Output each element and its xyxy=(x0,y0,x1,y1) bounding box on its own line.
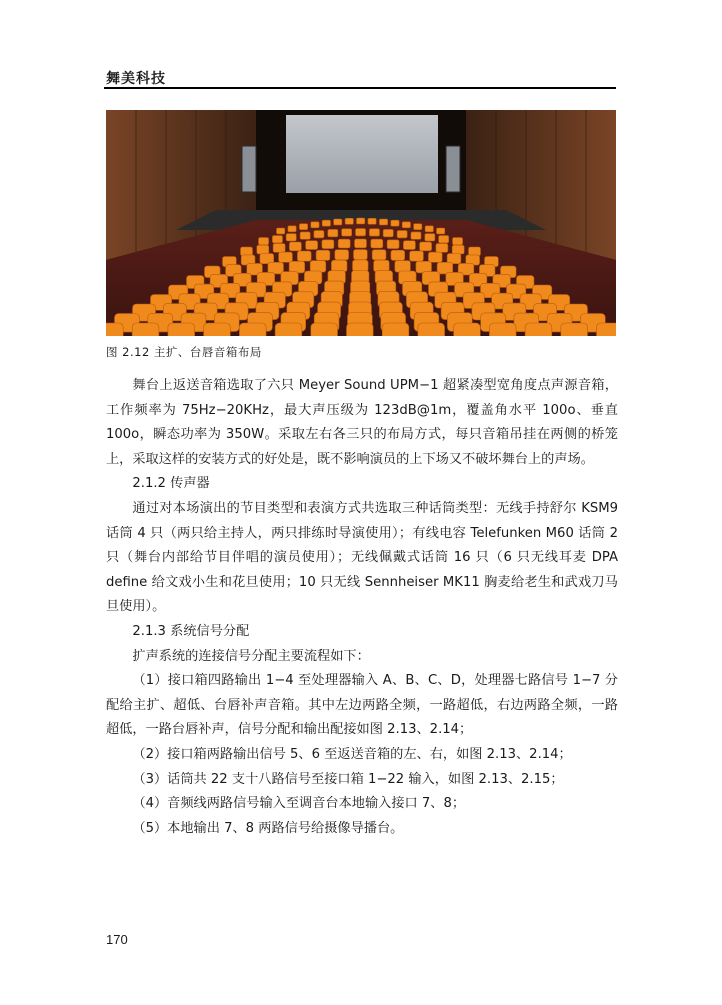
seat xyxy=(334,219,342,225)
seat xyxy=(379,219,387,225)
seat xyxy=(345,218,353,224)
seat xyxy=(289,261,305,273)
paragraph-microphones: 通过对本场演出的节目类型和表演方式共选取三种话筒类型：无线手持舒尔 KSM9 话筒 4 只（两只给主持人，两只排练时导演使用）；有线电容 Telefunken M60 话筒 2 只（舞台内部给节目伴唱的演员使用）；无线佩戴式话筒 16 只（6 只无线耳麦 DPA define 给文戏小生和花旦使用；10 只无线 Sennheiser MK11 胸麦给老生和武戏刀马旦使用）。 xyxy=(106,500,618,615)
seat xyxy=(299,224,307,230)
seat xyxy=(437,228,445,234)
seat xyxy=(420,242,432,251)
seat xyxy=(347,323,374,336)
seat xyxy=(356,229,366,236)
seat xyxy=(411,232,421,239)
left-speaker-array xyxy=(242,146,256,192)
seat xyxy=(391,250,405,260)
seat xyxy=(300,232,310,239)
seat xyxy=(322,240,334,249)
list-item-1: （1）接口箱四路输出 1−4 至处理器输入 A、B、C、D，处理器七路信号 1−7 分配给主扩、超低、台唇补声音箱。其中左边两路全频，一路超低，右边两路全频，一路超低，一路台唇补声，信号分配和输出配接如图 2.13、2.14； xyxy=(106,673,618,738)
seat xyxy=(397,231,407,238)
seat xyxy=(310,261,326,273)
seat xyxy=(279,252,293,262)
seat xyxy=(452,245,464,254)
seat xyxy=(259,238,269,245)
seat xyxy=(338,239,350,248)
seat xyxy=(273,244,285,253)
seat xyxy=(561,323,588,336)
seat xyxy=(374,260,390,272)
seat xyxy=(418,323,445,336)
seat xyxy=(328,229,338,236)
seat xyxy=(241,247,253,256)
running-header: 舞美科技 xyxy=(106,71,166,87)
seat xyxy=(403,241,415,250)
seat xyxy=(288,226,296,232)
seat xyxy=(425,226,433,232)
body-text xyxy=(106,374,618,841)
list-item-5: （5）本地输出 7、8 两路信号给摄像导播台。 xyxy=(132,820,404,836)
seat xyxy=(416,261,432,273)
seat xyxy=(275,323,302,336)
seat xyxy=(489,323,516,336)
seat xyxy=(597,323,617,336)
seat xyxy=(286,234,296,241)
seat xyxy=(314,231,324,238)
seat xyxy=(525,323,552,336)
seat xyxy=(372,250,386,260)
seat xyxy=(289,242,301,251)
figure-caption: 图 2.12 主扩、台唇音箱布局 xyxy=(106,345,262,359)
seat xyxy=(311,323,338,336)
seat xyxy=(342,229,352,236)
list-item-4: （4）音频线两路信号输入至调音台本地输入接口 7、8； xyxy=(132,796,466,812)
paragraph-signal-intro: 扩声系统的连接信号分配主要流程如下： xyxy=(132,648,370,664)
seat xyxy=(355,239,367,248)
seat xyxy=(369,229,379,236)
seat xyxy=(331,260,347,272)
seat xyxy=(272,236,282,243)
seat xyxy=(316,250,330,260)
list-item-3: （3）话筒共 22 支十八路信号至接口箱 1−22 输入，如图 2.13、2.15； xyxy=(132,771,564,787)
list-item-2: （2）接口箱两路输出信号 5、6 至返送音箱的左、右，如图 2.13、2.14； xyxy=(132,746,572,762)
seat xyxy=(383,229,393,236)
seat xyxy=(204,323,231,336)
seat xyxy=(239,323,266,336)
seat xyxy=(257,245,269,254)
section-heading-microphones: 2.1.2 传声器 xyxy=(132,476,210,492)
seat xyxy=(371,239,383,248)
section-heading-signal-distribution: 2.1.3 系统信号分配 xyxy=(132,623,250,639)
header-rule xyxy=(104,87,616,89)
paragraph-monitor-speakers: 舞台上返送音箱选取了六只 Meyer Sound UPM−1 超紧凑型宽角度点声源音箱，工作频率为 75Hz−20KHz，最大声压级为 123dB@1m，覆盖角水平 100o、垂直 100o，瞬态功率为 350W。采取左右各三只的布局方式，每只音箱吊挂在两侧的桥笼上，采取这样的安装方式的好处是，既不影响演员的上下场又不破坏舞台上的声场。 xyxy=(106,378,618,467)
seat xyxy=(402,222,410,228)
seat xyxy=(311,222,319,228)
seat xyxy=(439,236,449,243)
seat xyxy=(354,250,368,260)
seat xyxy=(335,250,349,260)
seat xyxy=(410,251,424,261)
seat xyxy=(469,247,481,256)
page-number: 170 xyxy=(106,932,128,947)
seat xyxy=(132,323,159,336)
seat xyxy=(382,323,409,336)
seat xyxy=(425,234,435,241)
seat xyxy=(306,241,318,250)
seat xyxy=(322,220,330,226)
seat xyxy=(387,240,399,249)
seat xyxy=(353,260,369,272)
seat xyxy=(297,251,311,261)
seat xyxy=(414,224,422,230)
seat xyxy=(368,218,376,224)
seat xyxy=(277,228,285,234)
seat xyxy=(436,244,448,253)
seat xyxy=(428,252,442,262)
seat xyxy=(391,220,399,226)
right-speaker-array xyxy=(446,146,460,192)
seat xyxy=(395,261,411,273)
seat xyxy=(106,323,123,336)
seat xyxy=(357,218,365,224)
seat xyxy=(168,323,195,336)
seat xyxy=(453,238,463,245)
auditorium-figure xyxy=(106,110,616,336)
stage-screen xyxy=(286,115,438,193)
seat xyxy=(454,323,481,336)
